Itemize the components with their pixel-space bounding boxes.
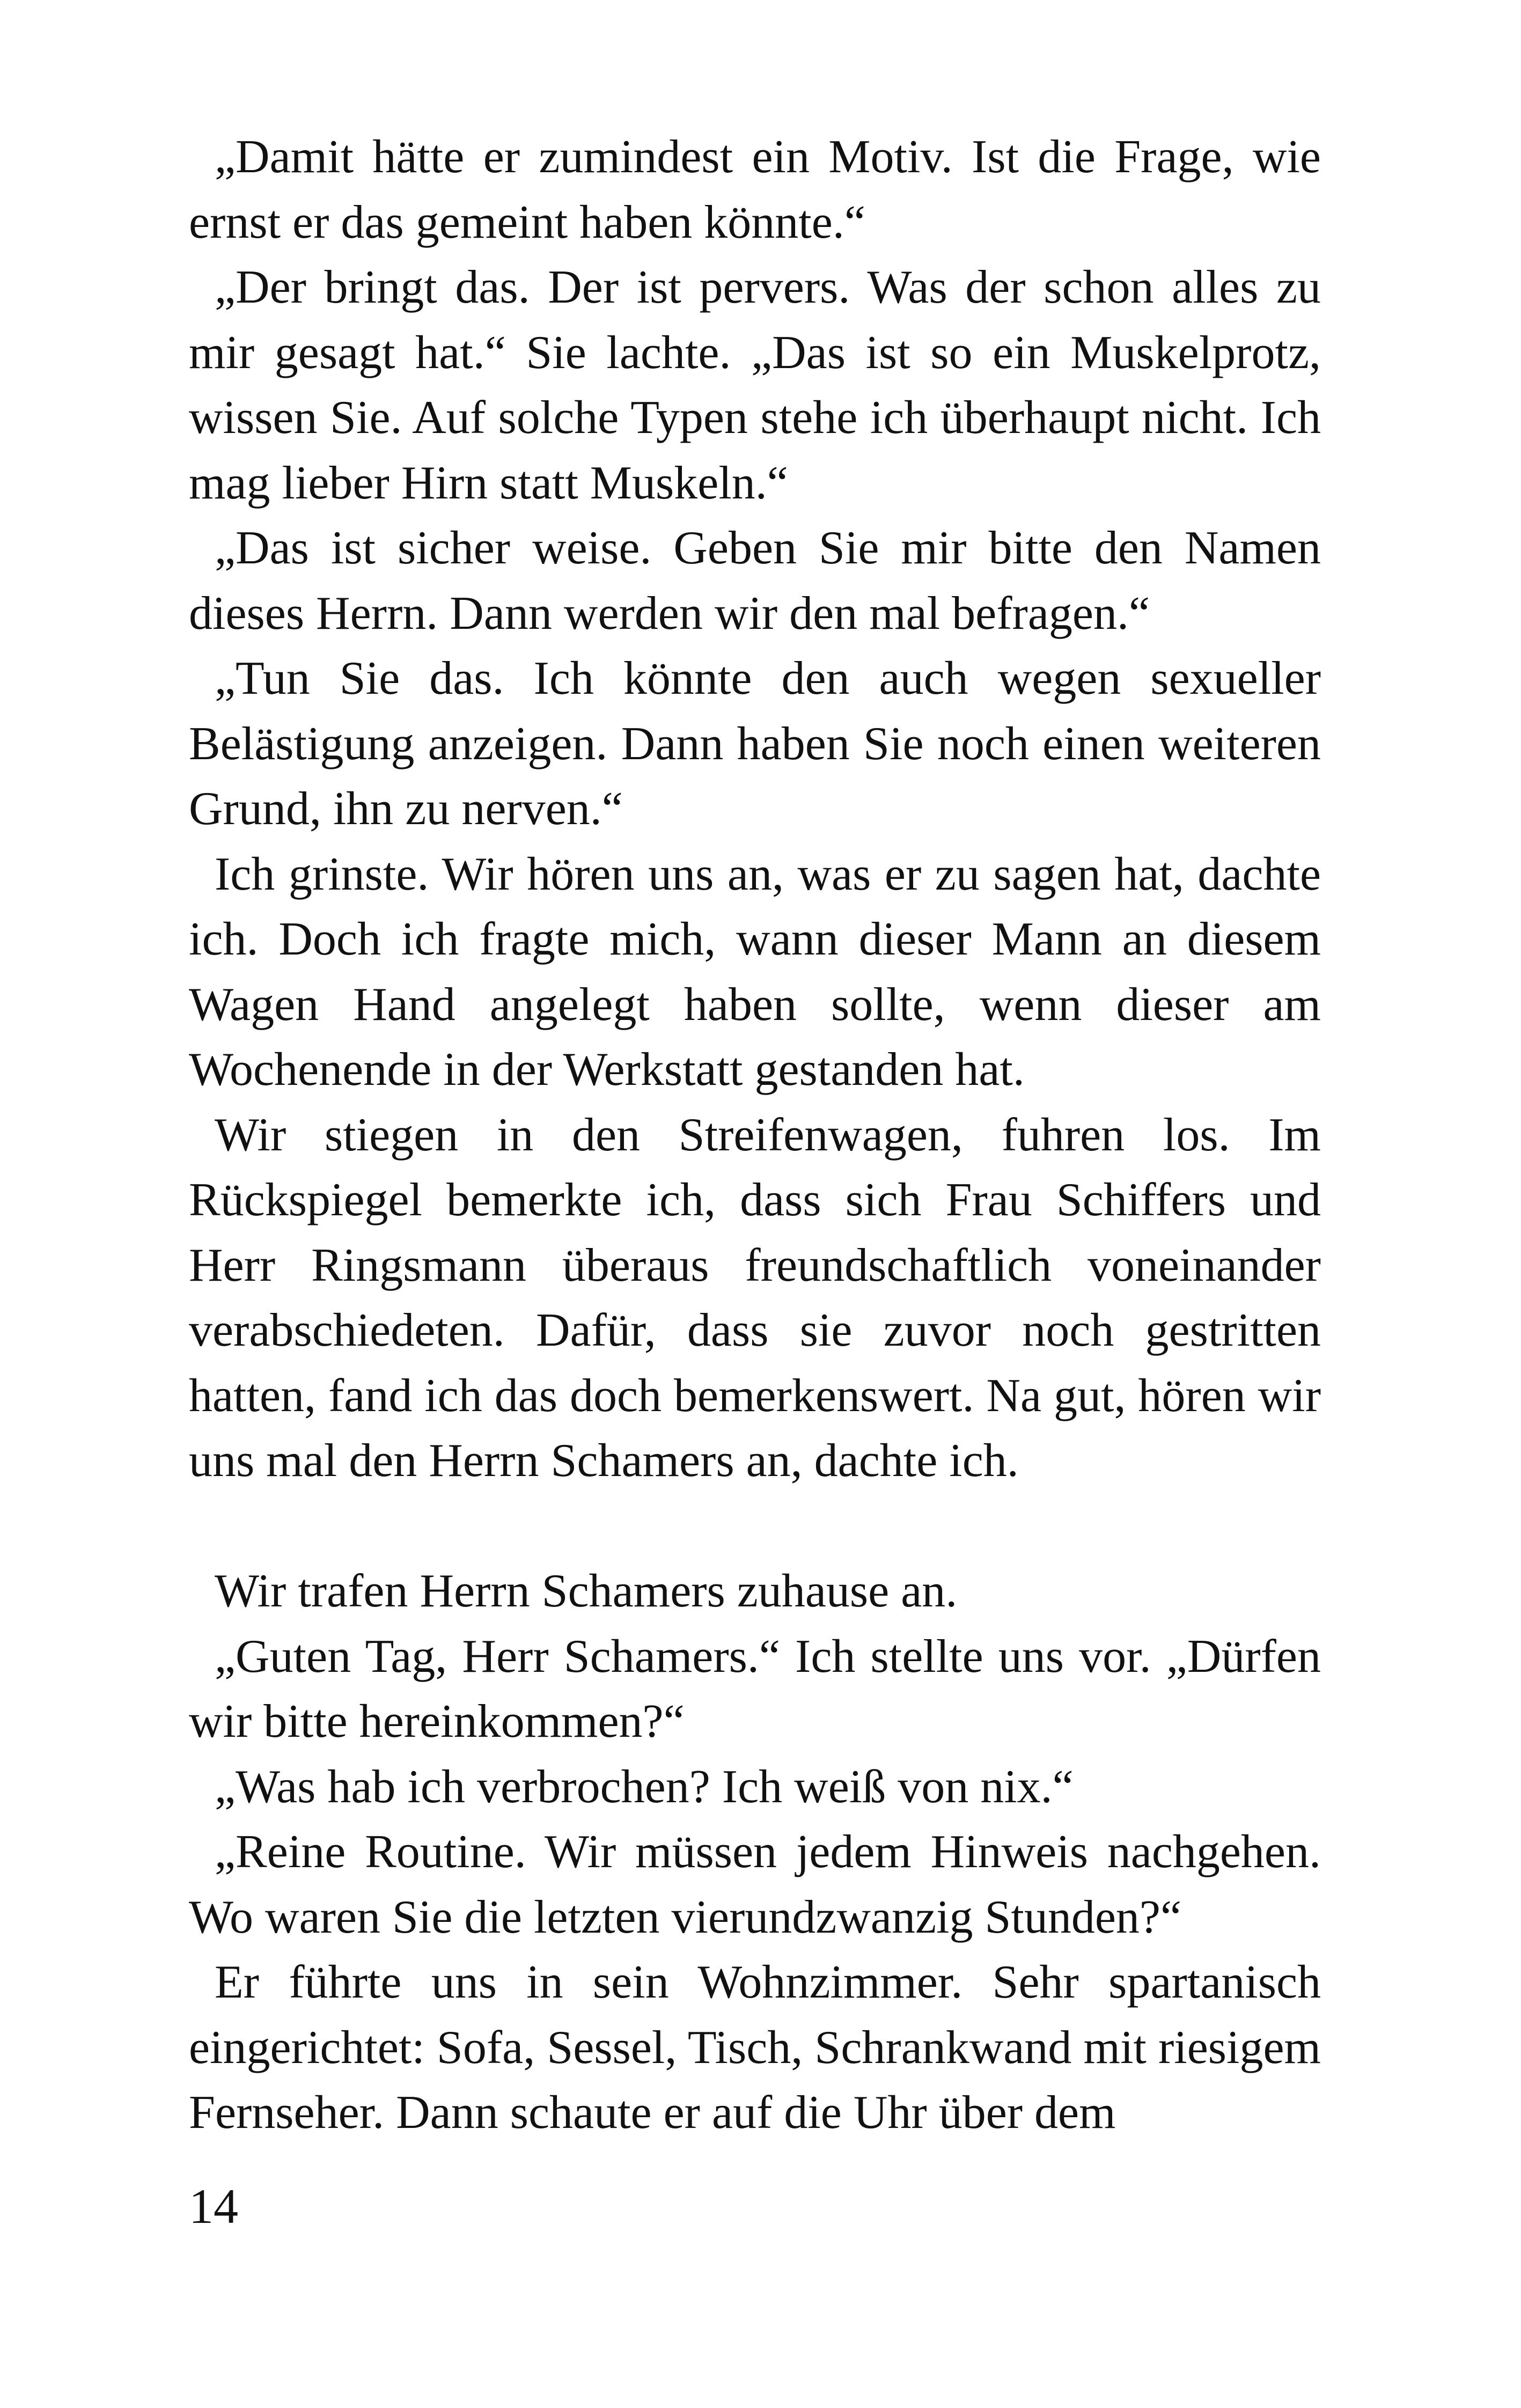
paragraph: „Der bringt das. Der ist pervers. Was der schon alles zu mir gesagt hat.“ Sie lachte. „Das ist so ein Muskelprotz, wissen Sie. Auf solche Typen stehe ich überhaupt nicht. Ich mag lieber Hirn statt Muskeln.“ xyxy=(189,261,1321,509)
paragraph: „Das ist sicher weise. Geben Sie mir bitte den Namen dieses Herrn. Dann werden wir den mal befragen.“ xyxy=(189,522,1321,640)
body-text xyxy=(189,124,1321,2146)
paragraph: Wir stiegen in den Streifenwagen, fuhren los. Im Rückspiegel bemerkte ich, dass sich Frau Schiffers und Herr Ringsmann überaus freundschaftlich voneinander verabschiedeten. Dafür, dass sie zuvor noch gestritten hatten, fand ich das doch bemerkenswert. Na gut, hören wir uns mal den Herrn Schamers an, dachte ich. xyxy=(189,1108,1321,1487)
paragraph: „Reine Routine. Wir müssen jedem Hinweis nachgehen. Wo waren Sie die letzten vierundzwanzig Stunden?“ xyxy=(189,1826,1321,1943)
paragraph: „Guten Tag, Herr Schamers.“ Ich stellte uns vor. „Dürfen wir bitte hereinkommen?“ xyxy=(189,1630,1321,1748)
page-number: 14 xyxy=(189,2179,238,2234)
paragraph: Ich grinste. Wir hören uns an, was er zu sagen hat, dachte ich. Doch ich fragte mich, wann dieser Mann an diesem Wagen Hand angelegt haben sollte, wenn dieser am Wochenende in der Werkstatt gestanden hat. xyxy=(189,848,1321,1096)
paragraph: „Tun Sie das. Ich könnte den auch wegen sexueller Belästigung anzeigen. Dann haben Sie noch einen weiteren Grund, ihn zu nerven.“ xyxy=(189,652,1321,835)
paragraph: „Damit hätte er zumindest ein Motiv. Ist die Frage, wie ernst er das gemeint haben könnte.“ xyxy=(189,131,1321,248)
paragraph: „Was hab ich verbrochen? Ich weiß von nix.“ xyxy=(215,1760,1074,1813)
paragraph: Er führte uns in sein Wohnzimmer. Sehr spartanisch eingerichtet: Sofa, Sessel, Tisch, Schrankwand mit riesigem Fernseher. Dann schaute er auf die Uhr über dem xyxy=(189,1956,1321,2139)
paragraph: Wir trafen Herrn Schamers zuhause an. xyxy=(215,1565,958,1617)
